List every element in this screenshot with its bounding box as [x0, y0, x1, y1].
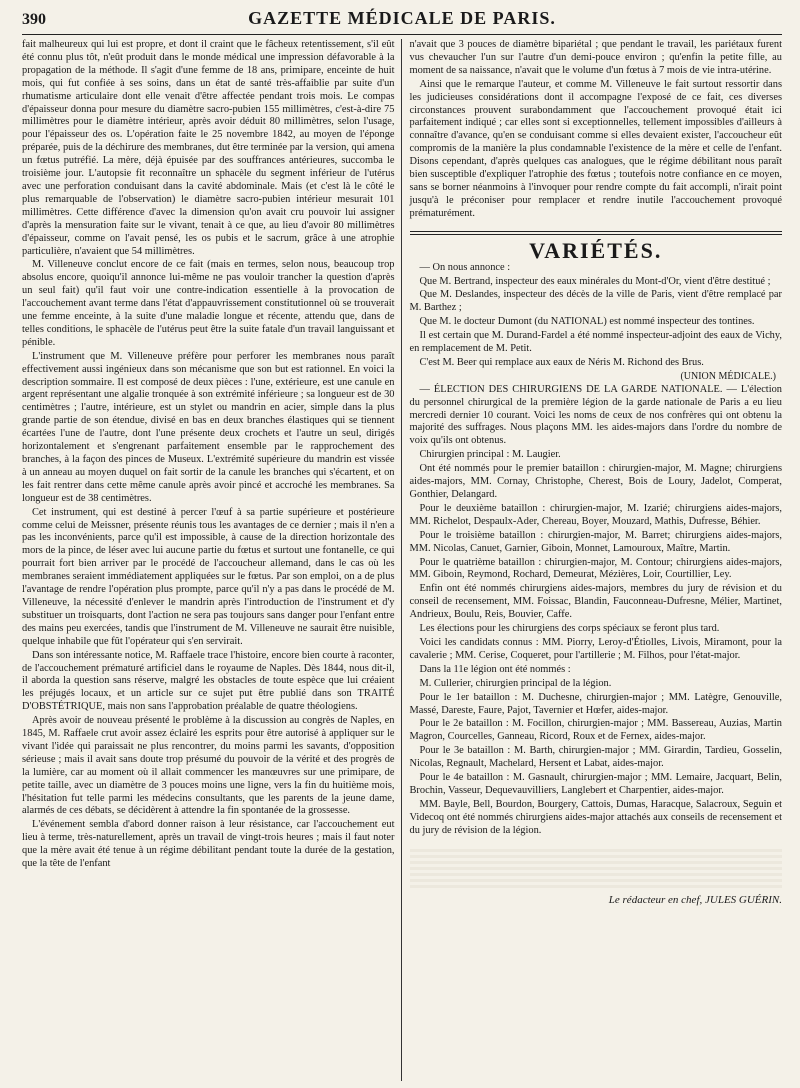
- election-item: Enfin ont été nommés chirurgiens aides-majors, membres du jury de révision et du conseil de recensement, MM. Foissac, Blandin, Fauconneau-Dufresne, Mélier, Martinet, Andrieux, Boulu, Reis, Bouvier, Caffe.: [409, 583, 782, 621]
- election-item: Pour le 4e bataillon : M. Gasnault, chirurgien-major ; MM. Lemaire, Jacquart, Belin, Brochin, Vasseur, Dequevauvilliers, Langlebert et Charpentier, aides-major.: [409, 772, 782, 796]
- election-item: Les élections pour les chirurgiens des corps spéciaux se feront plus tard.: [419, 623, 720, 635]
- running-title: GAZETTE MÉDICALE DE PARIS.: [248, 8, 556, 28]
- announcement: Que M. Bertrand, inspecteur des eaux minérales du Mont-d'Or, vient d'être destitué ;: [419, 275, 771, 287]
- paragraph: Après avoir de nouveau présenté le problème à la discussion au congrès de Naples, en 1845, M. Raffaele crut avoir assez éclairé les esprits pour être autorisé à appliquer sur le vivant l'idée qui paraissait ne plus rencontrer, du moins parmi les savants, d'opposition sérieuse ; mais il avait sans doute trop présumé du pouvoir de la vérité et des progrès de la lumière, car au moment où il allait commencer les manœuvres sur une primipare, de petite taille, avec un diamètre de 3 pouces moins une ligne, vers la fin du huitième mois, l'hésitation fut telle parmi les médecins consultants, que les parents de la jeune dame, alarmés de ces débats, se décidèrent à attendre la fin spontanée de la grossesse.: [22, 715, 395, 817]
- paragraph: n'avait que 3 pouces de diamètre bipariétal ; que pendant le travail, les pariétaux furent vus chevaucher l'un sur l'autre d'un demi-pouce environ ; qu'enfin la petite fille, au moment de sa naissance, n'avait que le volume d'un fœtus à 7 mois de vie intra-utérine.: [409, 39, 782, 76]
- election-item: Pour le 3e bataillon : M. Barth, chirurgien-major ; MM. Girardin, Tardieu, Gosselin, Nicolas, Regnault, Machelard, Hersent et Labat, aides-major.: [409, 745, 782, 770]
- section-divider: [410, 231, 783, 232]
- election-item: Pour le 1er bataillon : M. Duchesne, chirurgien-major ; MM. Latègre, Genouville, Massé, Dareste, Faure, Pajot, Tavernier et Hœfer, aides-major.: [409, 691, 782, 716]
- election-item: Ont été nommés pour le premier bataillon : chirurgien-major, M. Magne; chirurgiens aides-majors, MM. Cornay, Christophe, Cherest, Bois de Loury, Jadelot, Comperat, Gonthier, Delangard.: [409, 463, 782, 500]
- announcement: Il est certain que M. Durand-Fardel a été nommé inspecteur-adjoint des eaux de Vichy, en remplacement de M. Petit.: [409, 330, 782, 355]
- election-lead: — ÉLECTION DES CHIRURGIENS DE LA GARDE NATIONALE.: [419, 383, 723, 395]
- varietes-heading: VARIÉTÉS.: [529, 237, 663, 263]
- right-column: [401, 39, 783, 1081]
- columns: [22, 39, 782, 1081]
- paragraph: L'événement sembla d'abord donner raison à leur résistance, car l'accouchement eut lieu à terme, très-naturellement, après un travail de vingt-trois heures ; mais il faut noter que la mère avait été tenue à un régime débilitant pendant toute la durée de la gestation, que la tête de l'enfant: [22, 819, 395, 870]
- paragraph: M. Villeneuve conclut encore de ce fait (mais en termes, selon nous, beaucoup trop absolus encore, quoiqu'il annonce lui-même ne pas vouloir trancher la question d'après un seul fait) qu'il faut voir une contre-indication essentielle à la provocation de l'accouchement avant terme dans l'état d'appauvrissement constitutionnel où se trouverait une femme enceinte, à la suite d'une maladie longue et récente, attendu que, dans de telles conditions, le sphacèle de l'utérus peut être la suite fatale d'un travail languissant et pénible.: [22, 259, 395, 348]
- source-credit: (UNION MÉDICALE.): [680, 370, 776, 382]
- paragraph: Ainsi que le remarque l'auteur, et comme M. Villeneuve le fait surtout ressortir dans les judicieuses considérations dont il accompagne l'exposé de ce fait, ces diverses circonstances prouvent surabondamment que l'accouchement provoqué était ici parfaitement indiqué ; car elles sont si exceptionnelles, tellement impossibles d'ailleurs à connaître d'avance, qu'en se conduisant comme si elles devaient exister, l'accoucheur eût compromis de la manière la plus condamnable l'existence de la mère et celle de l'enfant. Disons cependant, d'après quelques cas analogues, que le régime débilitant nous paraît bien susceptible d'expliquer l'atrophie des fœtus ; toutefois notre confiance en ce moyen, sans se borner néanmoins à l'invoquer pour rendre compte du fait accompli, n'irait point jusqu'à le préconiser pour remplacer et rendre inutile l'accouchement provoqué prématurément.: [409, 78, 782, 219]
- paragraph: Dans son intéressante notice, M. Raffaele trace l'histoire, encore bien courte à raconter, de l'accouchement prématuré artificiel dans le royaume de Naples. Dès 1844, nous dit-il, il aborda la question sans réserve, malgré les obstacles de toute espèce que lui créaient les préjugés locaux, et un article sur ce sujet put être publié dans son TRAITÉ D'OBSTÉTRIQUE, mais non sans l'approbation préalable de quatre théologiens.: [22, 649, 395, 713]
- announcement: Que M. Deslandes, inspecteur des décès de la ville de Paris, vient d'être remplacé par M. Barthez ;: [409, 289, 782, 314]
- announcement-intro: — On nous annonce :: [419, 261, 511, 273]
- election-text: — L'élection du personnel chirurgical de la première légion de la garde nationale de Paris a eu lieu mercredi dernier 10 courant. Voici les noms de ceux de nos confrères qui ont obtenu la majorité des suffrages. Nous plaçons MM. les aides-majors dans l'ordre du nombre de voix qu'ils ont obtenus.: [409, 383, 782, 447]
- election-item: Pour le 2e bataillon : M. Focillon, chirurgien-major ; MM. Bassereau, Auzias, Martin Magron, Courcelles, Ganneau, Ricord, Roux et de Fernex, aides-major.: [409, 718, 782, 743]
- announcement: Que M. le docteur Dumont (du NATIONAL) est nommé inspecteur des tontines.: [419, 316, 755, 328]
- election-item: Pour le quatrième bataillon : chirurgien-major, M. Contour; chirurgiens aides-majors, MM. Giboin, Reymond, Rochard, Demeurat, Mézières, Loir, Courtillier, Ley.: [409, 556, 782, 581]
- page-header: [22, 8, 782, 35]
- paragraph: L'instrument que M. Villeneuve préfère pour perforer les membranes nous paraît effectivement aussi ingénieux dans son mécanisme que son but est rationnel. En voici la description sommaire. Il est composé de deux pièces : l'une, extérieure, est une canule en argent représentant une algalie tronquée à son extrémité inférieure ; sa longueur est de 30 centimètres ; l'autre, intérieure, est un stylet ou mandrin en acier, simple dans la plus grande partie de son étendue, divisé en bas en deux branches élastiques qui se tiennent écartées l'une de l'autre, dont l'une présente deux crochets et l'autre un seul, dirigés horizontalement et s'engrenant parfaitement ensemble par le rapprochement des branches, à la façon des pinces de Museux. L'extrémité supérieure du mandrin est vissée à un anneau au moyen duquel on fait sortir de la canule les branches qui s'écartent, et on les fait rentrer dans cette même canule après avoir pincé et accroché les membranes. Sa longueur est de 38 centimètres.: [22, 350, 395, 504]
- election-item: Voici les candidats connus : MM. Piorry, Leroy-d'Étiolles, Livois, Miramont, pour la cavalerie ; MM. Cerise, Coqueret, pour l'artillerie ; M. Filhos, pour l'état-major.: [409, 636, 782, 661]
- election-item: MM. Bayle, Bell, Bourdon, Bourgery, Cattois, Dumas, Haracque, Salacroux, Seguin et Videcoq ont été nommés chirurgiens aides-major attachés aux conseils de recensement et du jury de révision de la légion.: [409, 798, 782, 836]
- page-number: 390: [22, 11, 46, 28]
- election-paragraph: [410, 384, 783, 449]
- faded-block: [410, 848, 783, 888]
- election-item: Pour le deuxième bataillon : chirurgien-major, M. Izarié; chirurgiens aides-majors, MM. Richelot, Despaulx-Ader, Chereau, Boyer, Mouzard, Mathis, Dufresse, Béhier.: [409, 502, 782, 527]
- paragraph: fait malheureux qui lui est propre, et dont il craint que le fâcheux retentissement, s'il eût été connu plus tôt, n'eût produit dans le monde médical une impression défavorable à la propagation de la méthode. Il s'agit d'une femme de 18 ans, primipare, enceinte de huit mois, qui fut confiée à ses soins, dans un état de santé très-affaiblie par suite d'un rhumatisme articulaire dont elle venait d'être affectée pendant trois mois. Le compas d'épaisseur donna pour mesure du diamètre sacro-pubien 155 millimètres, c'est-à-dire 75 millimètres pour le diamètre intérieur, après avoir déduit 80 millimètres, selon l'usage, pour l'épaisseur des os. L'opération faite le 25 novembre 1842, au moyen de l'éponge préparée, puis de la déchirure des membranes, dut être terminée par la version, qui amena un fœtus putréfié. La mère, déjà épuisée par des souffrances antérieures, succomba le troisième jour. L'autopsie fit reconnaître un sphacèle du segment inférieur de l'utérus avec une perforation conduisant dans la cavité abdominale. Mais (et c'est là le côté le plus remarquable de l'observation) le diamètre sacro-pubien intérieur mesurait 101 millimètres. Cette différence d'avec la dimension qu'on avait cru pouvoir lui assigner d'après la mensuration faite sur le vivant, tenait à ce que, au lieu d'avoir 80 millimètres d'épaisseur, comme on l'avait pensé, les os pubis et le sacrum, grâce à une atrophie particulière, n'avaient que 54 millimètres.: [22, 39, 395, 257]
- election-item: M. Cullerier, chirurgien principal de la légion.: [419, 677, 612, 689]
- left-column: [22, 39, 401, 1081]
- section-divider: [410, 234, 783, 235]
- election-item: Dans la 11e légion ont été nommés :: [419, 663, 571, 675]
- announcement: C'est M. Beer qui remplace aux eaux de Néris M. Richond des Brus.: [419, 356, 704, 368]
- election-item: Pour le troisième bataillon : chirurgien-major, M. Barret; chirurgiens aides-majors, MM. Nicolas, Canuet, Garnier, Giboin, Monnet, Lamouroux, Maître, Martin.: [409, 529, 782, 554]
- election-item: Chirurgien principal : M. Laugier.: [419, 449, 561, 461]
- editor-signature: Le rédacteur en chef, JULES GUÉRIN.: [608, 893, 782, 906]
- paragraph: Cet instrument, qui est destiné à percer l'œuf à sa partie supérieure et postérieure comme celui de Meissner, présente réunis tous les avantages de ce dernier ; mais il n'en a pas les inconvénients, parce qu'il est impossible, à cause de la direction horizontale des mors de la pince, de léser avec lui aucune partie du fœtus et surtout une fontanelle, ce qui pourrait fort bien arriver par le procédé de l'accoucheur allemand, dans le cas où les membranes seraient immédiatement appliquées sur le fœtus. Par son emploi, on a de plus l'avantage de rendre l'opération plus prompte, parce qu'il n'y a pas dans le procédé de M. Villeneuve, la nécessité d'enlever le mandrin après l'introduction de l'instrument et d'y substituer un troisquarts, dont l'action ne sera pas toujours sans danger pour l'enfant entre des mains peu exercées, tandis que l'instrument de M. Villeneuve ne saurait être nuisible, quelque inhabile que fût l'opérateur qui s'en servirait.: [22, 506, 395, 647]
